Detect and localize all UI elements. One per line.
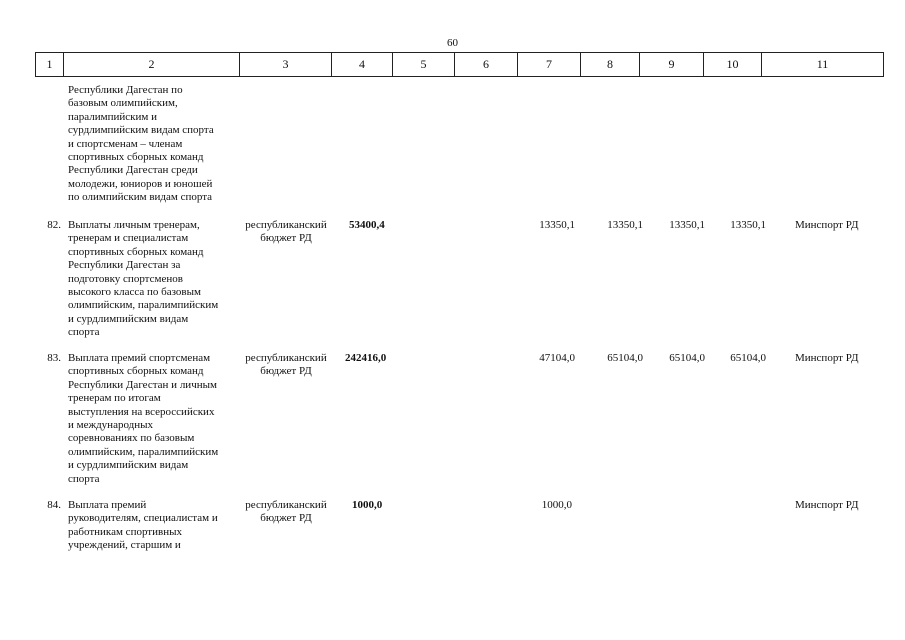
col-header-7: 7 (517, 53, 580, 76)
text-line: базовым олимпийским, (68, 97, 178, 110)
row-number: 83. (47, 352, 61, 364)
col-header-2: 2 (63, 53, 239, 76)
col-header-3: 3 (239, 53, 331, 76)
text-line: Республики Дагестан по (68, 84, 183, 96)
text-line: руководителям, специалистам и (68, 512, 218, 525)
text-line: бюджет РД (260, 365, 312, 378)
text-line: республиканский (245, 219, 327, 231)
col-header-1: 1 (35, 53, 63, 76)
executor: Минспорт РД (795, 352, 859, 364)
text-line: Выплата премий (68, 499, 147, 511)
funding-source (240, 499, 332, 526)
amount-col-9: 65104,0 (669, 352, 705, 364)
text-line: бюджет РД (260, 232, 312, 245)
text-line: Республики Дагестан среди (68, 164, 198, 177)
funding-source (240, 219, 332, 246)
text-line: спорта (68, 326, 100, 339)
total-amount: 242416,0 (345, 352, 387, 364)
text-line: высокого класса по базовым (68, 286, 201, 299)
text-line: олимпийским, паралимпийским (68, 445, 219, 458)
page-number: 60 (447, 37, 458, 49)
col-header-6: 6 (454, 53, 517, 76)
text-line: паралимпийским и (68, 110, 157, 123)
text-line: спортивных сборных команд (68, 151, 204, 164)
text-line: Республики Дагестан и личным (68, 378, 217, 391)
text-line: учреждений, старшим и (68, 539, 181, 552)
text-line: Выплаты личным тренерам, (68, 219, 200, 231)
text-line: Республики Дагестан за (68, 259, 181, 272)
text-line: республиканский (245, 352, 327, 364)
col-header-10: 10 (703, 53, 761, 76)
text-line: Выплата премий спортсменам (68, 352, 211, 364)
amount-col-9: 13350,1 (669, 219, 705, 231)
text-line: сурдлимпийским видам спорта (68, 124, 214, 137)
text-line: олимпийским, паралимпийским (68, 299, 219, 312)
row-description (68, 219, 243, 340)
text-line: соревнованиях по базовым (68, 432, 195, 445)
text-line: и международных (68, 419, 154, 432)
text-line: работникам спортивных (68, 525, 182, 538)
amount-col-7: 13350,1 (539, 219, 575, 231)
text-line: спортивных сборных команд (68, 245, 204, 258)
text-line: и спортсменам – членам (68, 137, 183, 150)
text-line: спортивных сборных команд (68, 365, 204, 378)
text-line: по олимпийским видам спорта (68, 191, 213, 204)
col-header-5: 5 (392, 53, 454, 76)
col-header-11: 11 (761, 53, 884, 76)
text-line: бюджет РД (260, 512, 312, 525)
row-description (68, 499, 243, 553)
table-header (35, 52, 884, 77)
col-header-9: 9 (639, 53, 703, 76)
funding-source (240, 352, 332, 379)
text-line: спорта (68, 472, 100, 485)
text-line: и сурдлимпийским видам (68, 459, 189, 472)
amount-col-7: 47104,0 (539, 352, 575, 364)
col-header-8: 8 (580, 53, 639, 76)
text-line: молодежи, юниоров и юношей (68, 177, 213, 190)
text-line: выступления на всероссийских (68, 405, 215, 418)
continuation-description (68, 84, 243, 205)
amount-col-7: 1000,0 (541, 499, 572, 511)
executor: Минспорт РД (795, 499, 859, 511)
total-amount: 1000,0 (352, 499, 383, 511)
text-line: тренерам по итогам (68, 392, 161, 405)
amount-col-10: 13350,1 (730, 219, 766, 231)
total-amount: 53400,4 (349, 219, 385, 231)
row-description (68, 352, 243, 486)
amount-col-8: 13350,1 (607, 219, 643, 231)
text-line: республиканский (245, 499, 327, 511)
text-line: тренерам и специалистам (68, 232, 189, 245)
text-line: подготовку спортсменов (68, 272, 183, 285)
row-number: 82. (47, 219, 61, 231)
amount-col-8: 65104,0 (607, 352, 643, 364)
col-header-4: 4 (331, 53, 392, 76)
amount-col-10: 65104,0 (730, 352, 766, 364)
text-line: и сурдлимпийским видам (68, 312, 189, 325)
executor: Минспорт РД (795, 219, 859, 231)
row-number: 84. (47, 499, 61, 511)
